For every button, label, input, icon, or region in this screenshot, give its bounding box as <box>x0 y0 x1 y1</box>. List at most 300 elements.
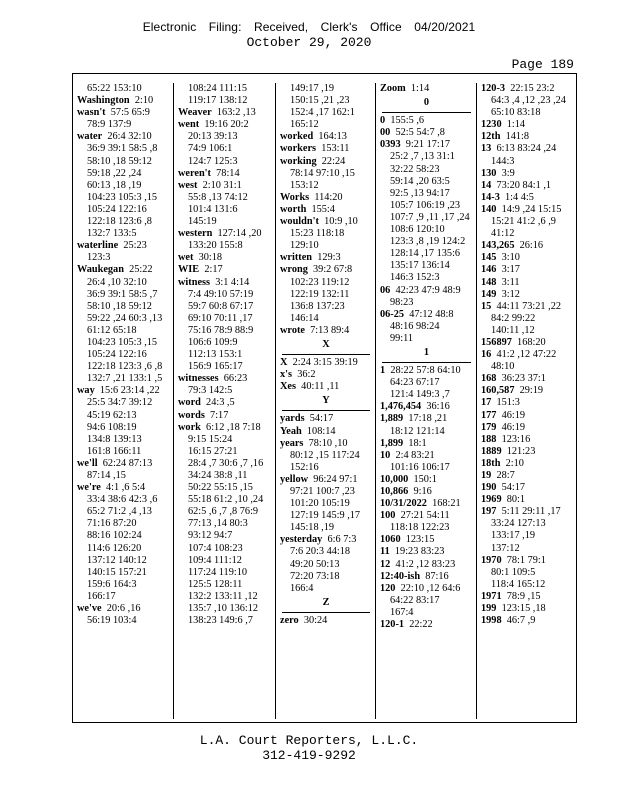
page-line-refs: 46:19 <box>501 409 526 421</box>
index-term: wrote <box>280 324 305 336</box>
index-continuation: 78:14 97:10 ,15 <box>290 167 355 179</box>
index-entry <box>477 373 578 385</box>
page-line-refs: 6:13 83:24 ,24 <box>496 143 557 155</box>
index-entry <box>477 119 578 131</box>
index-column-1 <box>73 83 173 719</box>
index-entry <box>376 438 477 450</box>
page-line-refs: 1:4 4:5 <box>505 191 534 203</box>
index-term: 10,866 <box>380 486 409 497</box>
index-continuation: 109:4 111:12 <box>188 554 242 566</box>
index-term: zero <box>280 614 299 626</box>
index-continuation: 33:24 127:13 <box>491 518 546 530</box>
page-line-refs: 40:11 ,11 <box>301 381 340 393</box>
index-entry <box>174 264 276 276</box>
index-continuation: 132:7 133:5 <box>87 228 137 240</box>
index-entry <box>477 240 578 252</box>
index-continuation: 56:19 103:4 <box>87 615 137 627</box>
index-term: 13 <box>481 143 492 155</box>
index-continuation: 62:5 ,6 ,7 ,8 76:9 <box>188 506 259 518</box>
index-entry <box>376 546 477 558</box>
page-line-refs: 26:16 <box>519 240 544 252</box>
index-continuation: 119:17 138:12 <box>188 95 248 107</box>
page-line-refs: 168:20 <box>517 336 546 348</box>
index-term: 12:40-ish <box>380 570 421 582</box>
page-line-refs: 19:23 83:23 <box>394 546 445 558</box>
page-line-refs: 26:4 32:10 <box>107 131 152 143</box>
index-continuation: 58:10 ,18 59:12 <box>87 155 152 167</box>
page-line-refs: 164:13 <box>318 131 347 143</box>
index-continuation: 59:22 ,24 60:3 ,13 <box>87 312 163 324</box>
page-line-refs: 46:7 ,9 <box>506 615 536 627</box>
index-term: worked <box>280 131 314 143</box>
index-continuation: 33:4 38:6 42:3 ,6 <box>87 494 158 506</box>
index-term: Zoom <box>380 83 406 94</box>
page-line-refs: 2:10 <box>505 457 524 469</box>
index-term: working <box>280 155 317 167</box>
index-term: 148 <box>481 276 497 288</box>
page-line-refs: 123:15 <box>405 534 435 546</box>
page-line-refs: 3:9 <box>501 167 515 179</box>
index-term: 1970 <box>481 554 502 566</box>
index-entry <box>276 369 376 381</box>
index-term: water <box>77 131 103 143</box>
index-continuation: 9:15 15:24 <box>188 433 233 445</box>
index-continuation: 125:5 128:11 <box>188 578 243 590</box>
index-term: wrong <box>280 264 308 276</box>
page-line-refs: 36:2 <box>297 369 316 381</box>
index-continuation: 127:19 145:9 ,17 <box>290 510 361 522</box>
index-continuation: 117:24 119:10 <box>188 566 248 578</box>
index-continuation: 88:16 102:24 <box>87 530 142 542</box>
index-continuation: 28:4 ,7 30:6 ,7 ,16 <box>188 457 264 469</box>
letter-group-heading: Z <box>322 596 330 608</box>
index-entry <box>376 285 477 297</box>
page-line-refs: 1:14 <box>410 83 430 94</box>
index-entry <box>73 458 173 470</box>
page-line-refs: 18:1 <box>408 437 427 449</box>
index-entry <box>477 204 578 216</box>
index-term: 15 <box>481 300 492 312</box>
index-term: west <box>178 179 198 191</box>
index-continuation: 26:4 ,10 32:10 <box>87 276 147 288</box>
index-term: 1889 <box>481 445 502 457</box>
index-entry <box>477 494 578 506</box>
index-continuation: 15:23 118:18 <box>290 228 345 240</box>
index-term: yellow <box>280 473 309 485</box>
index-continuation: 145:18 ,19 <box>290 522 335 534</box>
index-continuation: 106:6 109:9 <box>188 336 238 348</box>
page-line-refs: 7:17 <box>210 409 229 421</box>
index-entry <box>73 240 173 252</box>
page-line-refs: 127:14 ,20 <box>217 228 262 240</box>
page-line-refs: 9:21 17:17 <box>405 139 451 151</box>
index-continuation: 123:3 <box>87 252 111 264</box>
reporter-company: L.A. Court Reporters, L.L.C. <box>199 733 419 748</box>
page-line-refs: 5:11 29:11 ,17 <box>501 506 561 518</box>
index-term: Works <box>280 191 310 203</box>
index-continuation: 50:22 55:15 ,15 <box>188 482 253 494</box>
index-entry <box>174 119 276 131</box>
index-entry <box>477 470 578 482</box>
page-line-refs: 22:22 <box>409 619 433 631</box>
page-line-refs: 47:12 48:8 <box>409 308 454 320</box>
index-continuation: 140:11 ,12 <box>491 324 535 336</box>
page-line-refs: 163:2 ,13 <box>216 107 256 119</box>
page-line-refs: 66:23 <box>223 373 248 385</box>
index-term: 14 <box>481 179 492 191</box>
index-continuation: 101:16 106:17 <box>390 461 450 473</box>
index-term: worth <box>280 203 307 215</box>
index-term: 12th <box>481 131 501 143</box>
index-continuation: 74:9 106:1 <box>188 143 233 155</box>
index-entry <box>477 555 578 567</box>
index-entry <box>477 349 578 361</box>
index-continuation: 105:24 122:16 <box>87 203 147 215</box>
index-continuation: 98:23 <box>390 296 414 308</box>
page-line-refs: 36:16 <box>426 401 450 413</box>
page-line-refs: 39:2 67:8 <box>313 264 353 276</box>
index-continuation: 166:4 <box>290 582 314 594</box>
index-entry <box>477 422 578 434</box>
index-continuation: 135:17 136:14 <box>390 260 450 272</box>
index-continuation: 128:14 ,17 135:6 <box>390 248 461 260</box>
index-continuation: 94:6 108:19 <box>87 421 137 433</box>
index-continuation: 80:12 ,15 117:24 <box>290 449 360 461</box>
page-line-refs: 17:18 ,21 <box>408 413 448 425</box>
index-continuation: 25:5 34:7 39:12 <box>87 397 153 409</box>
page-line-refs: 108:14 <box>306 425 336 437</box>
index-continuation: 112:13 153:1 <box>188 349 243 361</box>
index-continuation: 87:14 ,15 <box>87 470 126 481</box>
page-line-refs: 10:9 ,10 <box>324 216 358 228</box>
reporter-phone: 312-419-9292 <box>262 748 356 763</box>
index-term: 1,889 <box>380 413 404 425</box>
index-term: 1971 <box>481 590 502 602</box>
index-continuation: 104:23 105:3 ,15 <box>87 191 158 203</box>
index-term: wouldn't <box>280 216 319 228</box>
index-entry <box>376 309 477 321</box>
index-continuation: 55:8 ,13 74:12 <box>188 191 248 203</box>
index-continuation: 97:21 100:7 ,23 <box>290 486 355 497</box>
index-entry <box>276 381 376 393</box>
page-line-refs: 73:20 84:1 ,1 <box>496 179 552 191</box>
index-continuation: 72:20 73:18 <box>290 570 340 582</box>
index-term: 1230 <box>481 119 502 131</box>
index-continuation: 118:18 122:23 <box>390 522 450 534</box>
index-entry <box>174 277 276 289</box>
letter-group-heading: X <box>322 338 330 350</box>
index-entry <box>376 413 477 425</box>
index-entry <box>276 131 376 143</box>
index-entry <box>376 365 477 377</box>
index-continuation: 140:15 157:21 <box>87 566 147 578</box>
index-entry <box>477 458 578 470</box>
page-line-refs: 22:10 ,12 64:6 <box>400 582 461 594</box>
page-number: Page 189 <box>511 57 574 72</box>
index-continuation: 153:12 <box>290 179 319 191</box>
page-line-refs: 52:5 54:7 ,8 <box>395 127 445 139</box>
index-continuation: 69:10 70:11 ,17 <box>188 312 253 324</box>
index-term: witness <box>178 276 211 288</box>
index-entry <box>376 474 477 486</box>
index-term: 16 <box>481 349 492 361</box>
index-continuation: 99:11 <box>390 332 414 344</box>
page-line-refs: 25:23 <box>123 240 147 252</box>
index-continuation: 59:7 60:8 67:17 <box>188 300 254 312</box>
page-line-refs: 3:11 <box>501 276 520 288</box>
index-term: went <box>178 119 200 131</box>
index-continuation: 108:24 111:15 <box>188 83 248 94</box>
index-entry <box>477 482 578 494</box>
index-continuation: 32:22 58:23 <box>390 163 440 175</box>
index-continuation: 146:3 152:3 <box>390 272 440 284</box>
index-continuation: 123:3 ,8 ,19 124:2 <box>390 236 466 248</box>
page-line-refs: 22:24 <box>321 155 346 167</box>
index-continuation: 145:19 <box>188 216 217 228</box>
index-entry <box>276 357 376 369</box>
page-line-refs: 19:16 20:2 <box>204 119 249 131</box>
index-continuation: 45:19 62:13 <box>87 409 137 421</box>
index-term: words <box>178 409 205 421</box>
page-line-refs: 151:3 <box>496 397 520 409</box>
index-entry <box>174 422 276 434</box>
page-line-refs: 2:17 <box>204 264 223 276</box>
index-entry <box>477 131 578 143</box>
page-line-refs: 30:24 <box>303 614 328 626</box>
index-entry <box>477 615 578 627</box>
page-line-refs: 129:3 <box>317 252 341 264</box>
index-term: 1060 <box>380 534 401 546</box>
index-continuation: 65:10 83:18 <box>491 107 541 119</box>
index-entry <box>276 204 376 216</box>
index-term: 168 <box>481 373 497 385</box>
index-continuation: 105:7 106:19 ,23 <box>390 199 461 211</box>
index-continuation: 92:5 ,13 94:17 <box>390 187 450 199</box>
page-line-refs: 15:6 23:14 ,22 <box>99 385 160 397</box>
index-term: Weaver <box>178 107 212 119</box>
index-term: 197 <box>481 506 497 518</box>
page-line-refs: 30:18 <box>198 252 223 264</box>
index-term: 130 <box>481 167 497 179</box>
index-term: word <box>178 397 201 409</box>
page-line-refs: 46:19 <box>501 421 526 433</box>
index-entry <box>376 583 477 595</box>
index-term: 1969 <box>481 494 502 506</box>
group-divider <box>282 410 370 411</box>
index-term: 145 <box>481 252 497 264</box>
page-line-refs: 78:10 ,10 <box>308 437 348 449</box>
index-continuation: 60:13 ,18 ,19 <box>87 179 142 191</box>
index-term: 0 <box>380 115 386 127</box>
page-line-refs: 78:9 ,15 <box>506 590 541 602</box>
index-continuation: 105:24 122:16 <box>87 349 147 361</box>
index-continuation: 129:10 <box>290 240 319 252</box>
index-continuation: 107:4 108:23 <box>188 542 243 554</box>
index-entry <box>477 301 578 313</box>
index-continuation: 122:18 123:3 ,6 ,8 <box>87 361 163 373</box>
index-term: weren't <box>178 167 211 179</box>
page-line-refs: 121:23 <box>506 445 536 457</box>
index-term: waterline <box>77 240 119 252</box>
index-entry <box>477 168 578 180</box>
index-continuation: 101:20 105:19 <box>290 498 350 510</box>
index-term: 120 <box>380 582 396 594</box>
index-continuation: 159:6 164:3 <box>87 578 137 590</box>
index-continuation: 132:2 133:11 ,12 <box>188 590 258 602</box>
page-line-refs: 36:23 37:1 <box>501 373 546 385</box>
word-index-box <box>72 73 577 723</box>
page-line-refs: 168:21 <box>432 498 461 510</box>
index-term: 1,476,454 <box>380 401 422 413</box>
page-line-refs: 14:9 ,24 15:15 <box>501 203 562 215</box>
index-continuation: 149:17 ,19 <box>290 83 335 94</box>
page-line-refs: 153:11 <box>321 143 350 155</box>
index-continuation: 16:15 27:21 <box>188 445 238 457</box>
index-entry <box>376 486 477 498</box>
page-line-refs: 54:17 <box>309 413 334 425</box>
index-entry <box>174 107 276 119</box>
index-term: 199 <box>481 603 497 615</box>
page-line-refs: 41:2 ,12 83:23 <box>395 558 456 570</box>
index-continuation: 137:12 140:12 <box>87 554 147 566</box>
index-entry <box>376 498 477 510</box>
index-continuation: 20:13 39:13 <box>188 131 238 143</box>
page-line-refs: 2:24 3:15 39:19 <box>292 357 358 369</box>
index-entry <box>276 426 376 438</box>
index-entry <box>73 95 173 107</box>
index-continuation: 114:6 126:20 <box>87 542 142 554</box>
index-entry <box>477 397 578 409</box>
index-entry <box>376 571 477 583</box>
page-line-refs: 28:22 57:8 64:10 <box>390 365 461 377</box>
index-term: we're <box>77 482 101 494</box>
page-line-refs: 57:5 65:9 <box>110 107 150 119</box>
index-entry <box>276 615 376 627</box>
index-entry <box>477 289 578 301</box>
index-entry <box>477 446 578 458</box>
index-continuation: 64:22 83:17 <box>390 594 440 606</box>
page-line-refs: 25:22 <box>129 264 153 276</box>
index-term: yards <box>280 413 305 425</box>
page-line-refs: 20:6 ,16 <box>106 603 141 615</box>
index-continuation: 161:8 166:11 <box>87 445 142 457</box>
index-entry <box>276 534 376 546</box>
index-entry <box>174 228 276 240</box>
letter-group-heading: 1 <box>423 346 430 358</box>
index-entry <box>276 438 376 450</box>
filing-stamp: Electronic Filing: Received, Clerk's Office 04/20/2021 <box>142 20 476 34</box>
index-continuation: 34:24 38:8 ,11 <box>188 470 248 481</box>
index-continuation: 124:7 125:3 <box>188 155 238 167</box>
page-line-refs: 123:15 ,18 <box>501 603 546 615</box>
index-entry <box>376 401 477 413</box>
index-term: 120-3 <box>481 83 506 94</box>
index-entry <box>174 180 276 192</box>
group-divider <box>382 112 471 113</box>
index-continuation: 122:19 132:11 <box>290 288 350 300</box>
page-line-refs: 28:7 <box>496 470 515 481</box>
index-term: 14-3 <box>481 191 500 203</box>
index-term: 10,000 <box>380 473 409 485</box>
index-term: X <box>280 357 288 369</box>
index-entry <box>376 559 477 571</box>
index-continuation: 134:8 139:13 <box>87 433 142 445</box>
page-line-refs: 29:19 <box>519 385 544 397</box>
index-column-2 <box>173 83 276 719</box>
index-continuation: 25:2 ,7 ,13 31:1 <box>390 151 455 163</box>
index-entry <box>477 506 578 518</box>
index-term: workers <box>280 143 317 155</box>
index-term: 146 <box>481 264 497 276</box>
index-entry <box>73 482 173 494</box>
index-entry <box>376 83 477 95</box>
page-line-refs: 42:23 47:9 48:9 <box>395 284 461 296</box>
index-continuation: 7:4 49:10 57:19 <box>188 288 254 300</box>
index-term: we've <box>77 603 102 615</box>
group-divider <box>382 362 471 363</box>
index-continuation: 65:22 153:10 <box>87 83 142 94</box>
index-continuation: 122:18 123:6 ,8 <box>87 216 152 228</box>
index-continuation: 118:4 165:12 <box>491 578 546 590</box>
index-term: way <box>77 385 95 397</box>
page-line-refs: 41:2 ,12 47:22 <box>496 349 557 361</box>
index-term: wet <box>178 252 194 264</box>
index-continuation: 64:23 67:17 <box>390 377 440 389</box>
index-entry <box>276 156 376 168</box>
index-entry <box>73 264 173 276</box>
index-entry <box>477 591 578 603</box>
page-line-refs: 150:1 <box>413 473 437 485</box>
index-term: Washington <box>77 95 130 107</box>
index-continuation: 101:4 131:6 <box>188 203 238 215</box>
index-continuation: 167:4 <box>390 606 414 618</box>
index-entry <box>174 168 276 180</box>
index-continuation: 58:10 ,18 59:12 <box>87 300 152 312</box>
page-line-refs: 114:20 <box>314 191 343 203</box>
page-line-refs: 87:16 <box>425 570 449 582</box>
index-term: 00 <box>380 127 391 139</box>
index-continuation: 93:12 94:7 <box>188 530 233 542</box>
index-continuation: 59:14 ,20 63:5 <box>390 175 450 187</box>
index-continuation: 146:14 <box>290 312 319 324</box>
index-continuation: 133:17 ,19 <box>491 530 536 542</box>
index-term: 0393 <box>380 139 401 151</box>
page-line-refs: 3:17 <box>501 264 520 276</box>
index-continuation: 121:4 149:3 ,7 <box>390 389 450 401</box>
index-continuation: 135:7 ,10 136:12 <box>188 603 259 615</box>
page-line-refs: 155:5 ,6 <box>390 115 425 127</box>
index-continuation: 77:13 ,14 80:3 <box>188 518 248 530</box>
page-line-refs: 155:4 <box>311 203 335 215</box>
index-continuation: 166:17 <box>87 590 116 602</box>
index-entry <box>376 534 477 546</box>
index-continuation: 80:1 109:5 <box>491 566 536 578</box>
index-continuation: 48:10 <box>491 361 515 373</box>
index-entry <box>276 143 376 155</box>
index-continuation: 144:3 <box>491 155 515 167</box>
index-term: work <box>178 421 201 433</box>
index-entry <box>73 603 173 615</box>
index-term: 149 <box>481 288 497 300</box>
index-term: 120-1 <box>380 619 405 631</box>
index-continuation: 7:6 20:3 44:18 <box>290 546 351 558</box>
index-entry <box>477 410 578 422</box>
index-continuation: 102:23 119:12 <box>290 276 350 288</box>
page-line-refs: 78:1 79:1 <box>506 554 546 566</box>
index-term: 06 <box>380 284 391 296</box>
index-continuation: 165:12 <box>290 119 319 131</box>
page-line-refs: 9:16 <box>413 486 432 497</box>
